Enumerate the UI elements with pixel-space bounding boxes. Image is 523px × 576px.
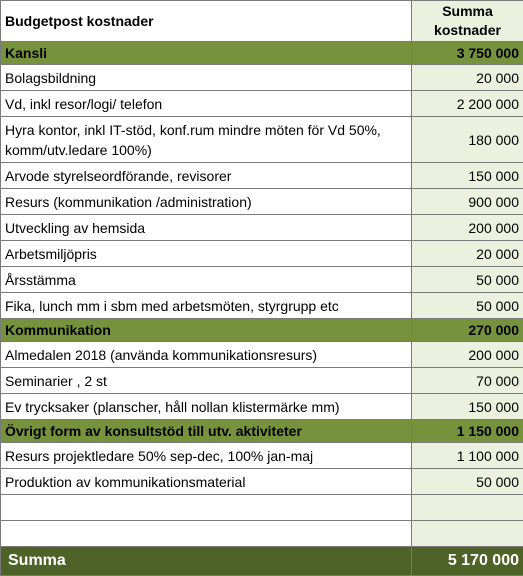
budget-item-row xyxy=(1,189,523,215)
section-total-cell[interactable]: 3 750 000 xyxy=(412,42,523,65)
empty-label-cell[interactable] xyxy=(1,521,412,547)
budget-item-row xyxy=(1,267,523,293)
item-value-cell[interactable]: 200 000 xyxy=(412,215,523,241)
budget-item-row xyxy=(1,117,523,163)
item-label-cell[interactable]: Almedalen 2018 (använda kommunikationsresurs) xyxy=(1,342,412,368)
item-value-cell[interactable]: 50 000 xyxy=(412,469,523,495)
item-value-cell[interactable]: 180 000 xyxy=(412,117,523,163)
empty-value-cell[interactable] xyxy=(412,521,523,547)
section-row xyxy=(1,420,523,443)
budget-item-row xyxy=(1,241,523,267)
total-row xyxy=(1,547,523,576)
item-label-cell[interactable]: Årsstämma xyxy=(1,267,412,293)
budget-item-row xyxy=(1,342,523,368)
budget-item-row xyxy=(1,91,523,117)
empty-value-cell[interactable] xyxy=(412,495,523,521)
budget-item-row xyxy=(1,215,523,241)
item-label-cell[interactable]: Fika, lunch mm i sbm med arbetsmöten, styrgrupp etc xyxy=(1,293,412,319)
item-label-cell[interactable]: Seminarier , 2 st xyxy=(1,368,412,394)
budget-item-row xyxy=(1,469,523,495)
item-label-cell[interactable]: Vd, inkl resor/logi/ telefon xyxy=(1,91,412,117)
budget-item-row xyxy=(1,293,523,319)
item-value-cell[interactable]: 900 000 xyxy=(412,189,523,215)
budget-item-row xyxy=(1,443,523,469)
item-label-cell[interactable]: Bolagsbildning xyxy=(1,65,412,91)
item-label-cell[interactable]: Utveckling av hemsida xyxy=(1,215,412,241)
section-name-cell[interactable]: Övrigt form av konsultstöd till utv. aktiviteter xyxy=(1,420,412,443)
header-value-line1: Summa xyxy=(442,3,493,19)
item-value-cell[interactable]: 70 000 xyxy=(412,368,523,394)
budget-item-row xyxy=(1,394,523,420)
item-label-cell[interactable]: Arbetsmiljöpris xyxy=(1,241,412,267)
section-name-cell[interactable]: Kommunikation xyxy=(1,319,412,342)
item-value-cell[interactable]: 50 000 xyxy=(412,267,523,293)
budget-item-row xyxy=(1,368,523,394)
section-row xyxy=(1,42,523,65)
item-label-cell[interactable]: Ev trycksaker (planscher, håll nollan klistermärke mm) xyxy=(1,394,412,420)
item-label-cell[interactable]: Resurs (kommunikation /administration) xyxy=(1,189,412,215)
total-label-cell[interactable]: Summa xyxy=(1,547,412,576)
table-header-row xyxy=(1,1,523,42)
total-value-cell[interactable]: 5 170 000 xyxy=(412,547,523,576)
item-label-cell[interactable]: Produktion av kommunikationsmaterial xyxy=(1,469,412,495)
item-label-cell[interactable]: Resurs projektledare 50% sep-dec, 100% jan-maj xyxy=(1,443,412,469)
item-value-cell[interactable]: 150 000 xyxy=(412,163,523,189)
empty-label-cell[interactable] xyxy=(1,495,412,521)
section-total-cell[interactable]: 1 150 000 xyxy=(412,420,523,443)
empty-row xyxy=(1,521,523,547)
item-value-cell[interactable]: 150 000 xyxy=(412,394,523,420)
section-total-cell[interactable]: 270 000 xyxy=(412,319,523,342)
item-label-cell[interactable]: Hyra kontor, inkl IT-stöd, konf.rum mindre möten för Vd 50%, komm/utv.ledare 100%) xyxy=(1,117,412,163)
budget-item-row xyxy=(1,163,523,189)
item-value-cell[interactable]: 20 000 xyxy=(412,241,523,267)
item-value-cell[interactable]: 1 100 000 xyxy=(412,443,523,469)
item-value-cell[interactable]: 20 000 xyxy=(412,65,523,91)
section-name-cell[interactable]: Kansli xyxy=(1,42,412,65)
item-value-cell[interactable]: 200 000 xyxy=(412,342,523,368)
empty-row xyxy=(1,495,523,521)
item-label-cell[interactable]: Arvode styrelseordförande, revisorer xyxy=(1,163,412,189)
item-value-cell[interactable]: 50 000 xyxy=(412,293,523,319)
header-value-line2: kostnader xyxy=(434,22,501,38)
item-value-cell[interactable]: 2 200 000 xyxy=(412,91,523,117)
header-label-cell[interactable]: Budgetpost kostnader xyxy=(1,1,412,42)
budget-item-row xyxy=(1,65,523,91)
header-value-cell[interactable] xyxy=(412,1,523,42)
section-row xyxy=(1,319,523,342)
